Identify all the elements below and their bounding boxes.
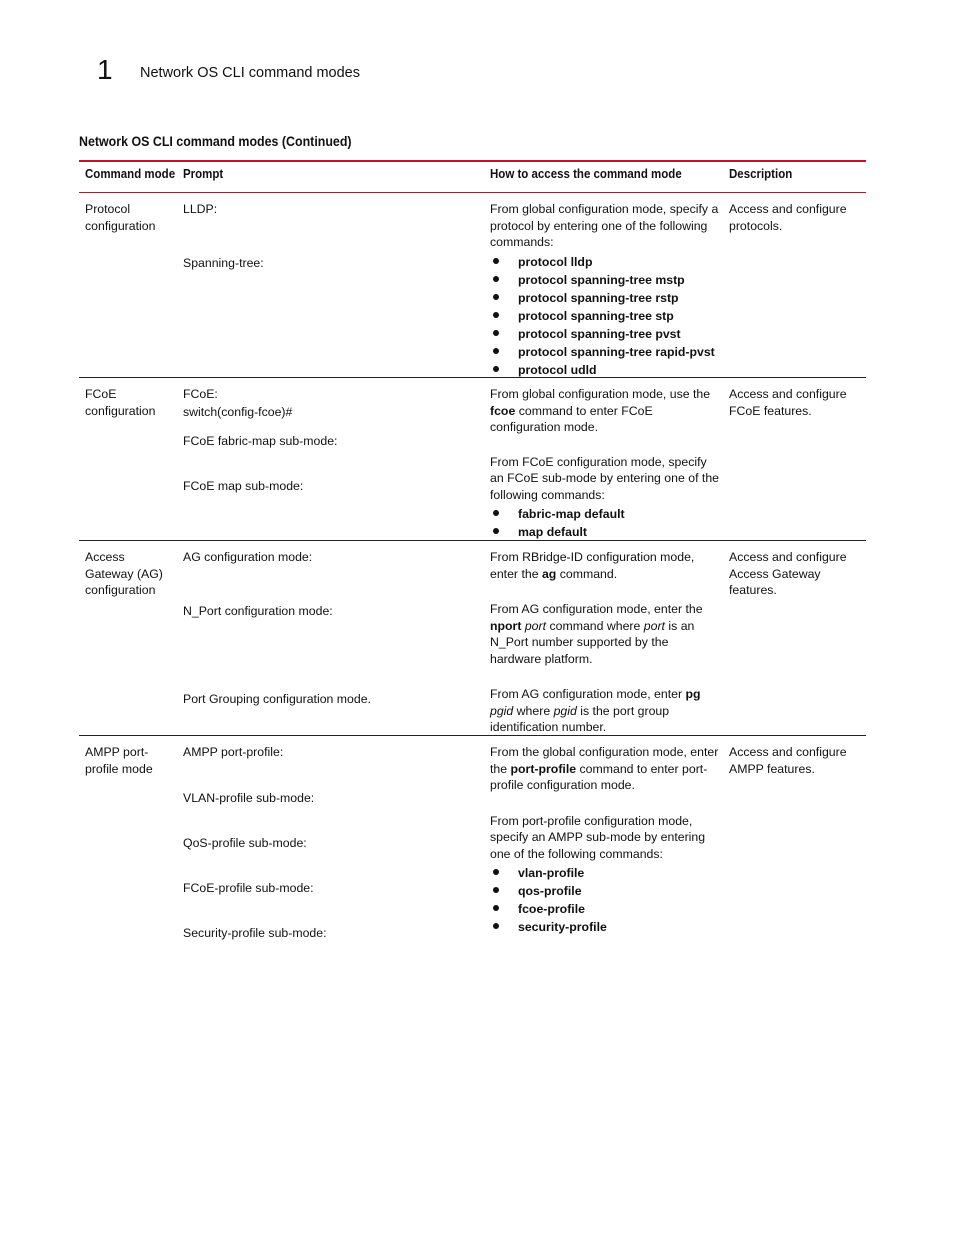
bullet-icon [493,510,499,516]
command-item: protocol lldp [490,253,720,271]
table-row [79,541,866,736]
description-cell: Access and configure AMPP features. [729,745,847,776]
table-title: Network OS CLI command modes (Continued) [79,134,352,149]
command-item: protocol spanning-tree rapid-pvst [490,343,720,361]
command-item: fabric-map default [490,505,720,523]
bullet-icon [493,312,499,318]
access-cell [490,549,720,736]
description-cell: Access and configure FCoE features. [729,387,847,418]
chapter-number: 1 [97,54,113,85]
chapter-title: Network OS CLI command modes [140,65,360,81]
bullet-icon [493,923,499,929]
command-list [490,864,720,936]
prompt-text: Port Grouping configuration mode. [183,692,371,706]
prompt-text: Spanning-tree: [183,256,264,270]
access-text: From the global configuration mode, enter the port-profile command to enter port-profile configuration mode. [490,745,719,792]
access-text: From RBridge-ID configuration mode, enter the ag command. [490,550,695,581]
command-item: security-profile [490,918,720,936]
command-item: vlan-profile [490,864,720,882]
bullet-icon [493,869,499,875]
bullet-icon [493,276,499,282]
command-mode-cell: FCoE configuration [85,387,156,418]
header-command-mode: Command mode [85,167,176,181]
bullet-icon [493,528,499,534]
command-item: qos-profile [490,882,720,900]
access-cell [490,386,720,541]
bullet-icon [493,905,499,911]
access-text: From AG configuration mode, enter pg pgid where pgid is the port group identification number. [490,687,701,734]
description-cell: Access and configure protocols. [729,202,847,233]
prompt-text: LLDP: [183,202,218,216]
access-text: From port-profile configuration mode, specify an AMPP sub-mode by entering one of the following commands: [490,813,706,861]
prompt-text: VLAN-profile sub-mode: [183,791,315,805]
table-row [79,736,866,941]
command-modes-table [79,160,866,941]
bullet-icon [493,258,499,264]
prompt-text: N_Port configuration mode: [183,604,333,618]
table-row [79,378,866,541]
access-text: From global configuration mode, specify a protocol by entering one of the following commands: [490,202,719,249]
access-cell [490,201,720,379]
prompt-text: AMPP port-profile: [183,745,284,759]
table-row [79,193,866,378]
prompt-text: QoS-profile sub-mode: [183,836,307,850]
prompt-text: FCoE map sub-mode: [183,479,304,493]
bullet-icon [493,348,499,354]
access-text: From FCoE configuration mode, specify an FCoE sub-mode by entering one of the following commands: [490,454,719,502]
prompt-text: FCoE fabric-map sub-mode: [183,434,338,448]
table-header [79,160,866,193]
prompt-text: FCoE: [183,387,218,401]
bullet-icon [493,294,499,300]
command-list [490,253,720,379]
command-item: fcoe-profile [490,900,720,918]
header-prompt: Prompt [183,167,224,181]
access-cell [490,744,720,936]
prompt-text: FCoE-profile sub-mode: [183,881,314,895]
command-item: protocol spanning-tree mstp [490,271,720,289]
command-item: map default [490,523,720,541]
command-item: protocol spanning-tree stp [490,307,720,325]
header-description: Description [729,167,793,181]
description-cell: Access and configure Access Gateway features. [729,550,847,597]
command-item: protocol udld [490,361,720,379]
bullet-icon [493,887,499,893]
command-mode-cell: AMPP port-profile mode [85,745,153,776]
command-mode-cell: Protocol configuration [85,202,156,233]
access-text: From global configuration mode, use the fcoe command to enter FCoE configuration mode. [490,387,711,434]
bullet-icon [493,330,499,336]
command-item: protocol spanning-tree pvst [490,325,720,343]
access-text: From AG configuration mode, enter the nport port command where port is an N_Port number supported by the hardware platform. [490,602,703,666]
command-list [490,505,720,541]
prompt-text: switch(config-fcoe)# [183,405,293,419]
header-how-to-access: How to access the command mode [490,167,682,181]
command-item: protocol spanning-tree rstp [490,289,720,307]
command-mode-cell: Access Gateway (AG) configuration [85,550,163,597]
prompt-text: Security-profile sub-mode: [183,926,327,940]
bullet-icon [493,366,499,372]
prompt-text: AG configuration mode: [183,550,313,564]
